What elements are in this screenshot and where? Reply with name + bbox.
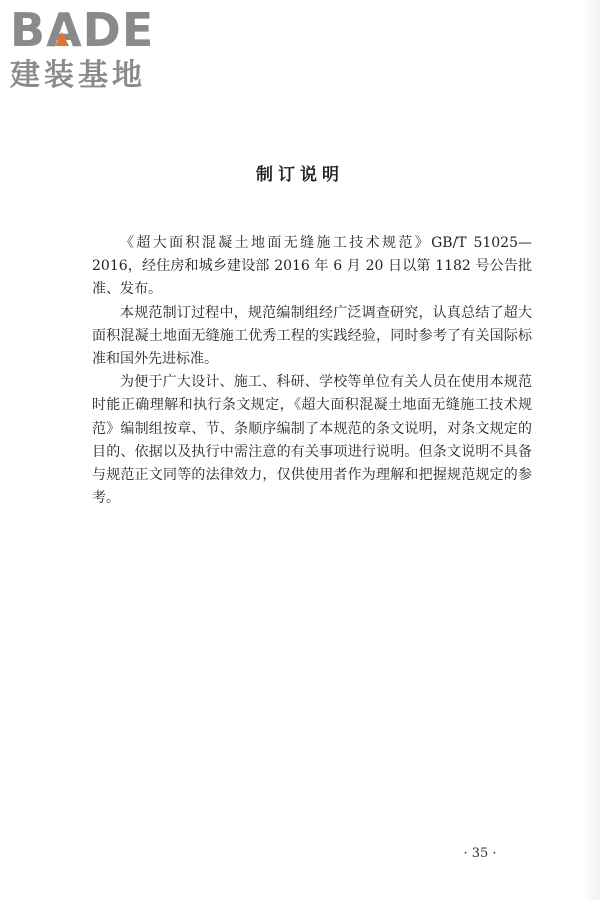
document-title: 制订说明 [256,165,344,185]
logo-letter-e: E [121,3,155,57]
logo-letter-a: A [46,3,83,57]
logo-letter-b: B [10,3,47,57]
page-number: · 35 · [463,846,497,861]
logo-mark [10,4,180,56]
page-edge-shadow [582,0,600,900]
watermark-logo [10,4,180,104]
paragraph-1: 《超大面积混凝土地面无缝施工技术规范》GB/T 51025—2016，经住房和城乡建设部 2016 年 6 月 20 日以第 1182 号公告批准、发布。 [92,235,532,298]
paragraph-3: 为便于广大设计、施工、科研、学校等单位有关人员在使用本规范时能正确理解和执行条文规定，《超大面积混凝土地面无缝施工技术规范》编制组按章、节、条顺序编制了本规范的条文说明，对条文规定的目的、依据以及执行中需注意的有关事项进行说明。但条文说明不具备与规范正文同等的法律效力，仅供使用者作为理解和把握规范规定的参考。 [92,374,532,507]
logo-subtitle: 建装基地 [10,58,146,93]
logo-letter-d: D [82,3,122,57]
document-body [92,232,532,510]
paragraph-2: 本规范制订过程中，规范编制组经广泛调查研究，认真总结了超大面积混凝土地面无缝施工优秀工程的实践经验，同时参考了有关国际标准和国外先进标准。 [92,304,532,368]
